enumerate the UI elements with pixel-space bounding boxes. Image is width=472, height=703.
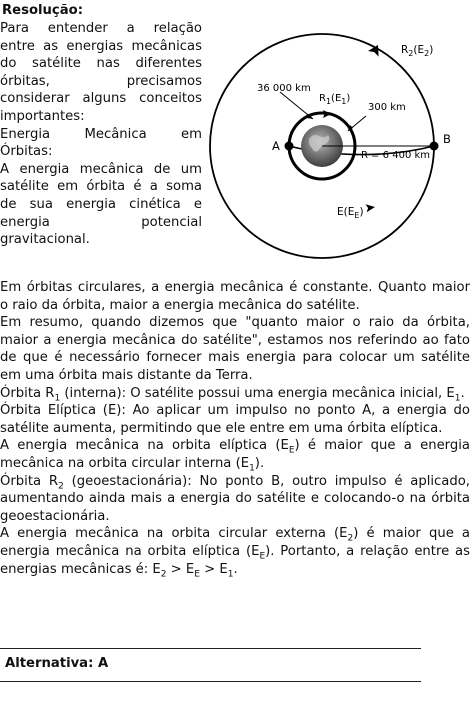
- intro-line: do satélite nas diferentes: [0, 56, 202, 72]
- paragraph-conclusion: A energia mecânica na orbita circular externa $(E_2)$ é maior que a energia mecânica na orbita elíptica $(E_E)$. Portanto, a relação entre as energias mecânicas é: $E_2 > E_E > E_1$.: [0, 526, 471, 580]
- label-36000: 36 000 km: [257, 83, 311, 94]
- paragraph-elliptic-energy: A energia mecânica na orbita elíptica $(E_E)$ é maior que a energia mecânica na orbita circular interna $(E_1)$.: [0, 438, 470, 474]
- answer-bottom-rule: [0, 681, 421, 682]
- energy-line: gravitacional.: [0, 232, 90, 248]
- point-b-marker: [430, 142, 439, 151]
- energy-line: A energia mecânica de um: [0, 161, 202, 177]
- full-width-text: [0, 279, 470, 578]
- energy-line: energia potencial: [0, 214, 202, 230]
- paragraph-orbit-r2: Órbita $R_2$ (geoestacionária): No ponto B, outro impulso é aplicado, aumentando ainda mais a energia do satélite e colocando-o na órbita geoestacionária.: [0, 473, 470, 524]
- point-a-marker: [285, 142, 294, 151]
- paragraph-orbit-r1: Órbita $R_1$ (interna): O satélite possui uma energia mecânica inicial, $E_1$.: [0, 385, 465, 404]
- orbit-diagram: [205, 15, 467, 265]
- paragraph-circular-orbits: Em órbitas circulares, a energia mecânica é constante. Quanto maior o raio da órbita, maior a energia mecânica do satélite.: [0, 280, 470, 313]
- energy-line: de sua energia cinética e: [0, 196, 202, 212]
- label-b: B: [443, 132, 451, 146]
- intro-line: órbitas, precisamos: [0, 73, 202, 89]
- energy-line: satélite em órbita é a soma: [0, 179, 202, 195]
- answer-label: Alternativa: A: [5, 656, 109, 671]
- label-r1: $R_1(E_1)$: [319, 93, 351, 106]
- label-r2: $R_2(E_2)$: [401, 44, 434, 58]
- intro-line: importantes:: [0, 108, 85, 124]
- answer-top-rule: [0, 648, 421, 649]
- left-column-text: [0, 20, 202, 249]
- intro-line: Para entender a relação: [0, 21, 202, 36]
- section-line: Energia Mecânica em: [0, 126, 202, 142]
- intro-line: considerar alguns conceitos: [0, 91, 202, 107]
- label-e: $E(E_E)$: [337, 206, 364, 220]
- paragraph-summary: Em resumo, quando dizemos que "quanto maior o raio da órbita, maior a energia mecânica do satélite", estamos nos referindo ao fato de que é necessário fornecer mais energia para colocar um satélite em uma órbita mais distante da Terra.: [0, 315, 470, 383]
- ellipse-arrow-icon: [366, 203, 376, 212]
- intro-line: entre as energias mecânicas: [0, 38, 202, 54]
- leader-36000: [280, 92, 313, 119]
- label-radius: R = 6 400 km: [361, 150, 431, 161]
- label-300: 300 km: [368, 102, 406, 113]
- label-a: A: [272, 139, 280, 153]
- heading: Resolução:: [2, 3, 83, 18]
- section-line: Órbitas:: [0, 144, 53, 160]
- paragraph-elliptic-orbit: Órbita Elíptica (E): Ao aplicar um impulso no ponto A, a energia do satélite aumenta, permitindo que ele entre em uma órbita elíptica.: [0, 403, 470, 436]
